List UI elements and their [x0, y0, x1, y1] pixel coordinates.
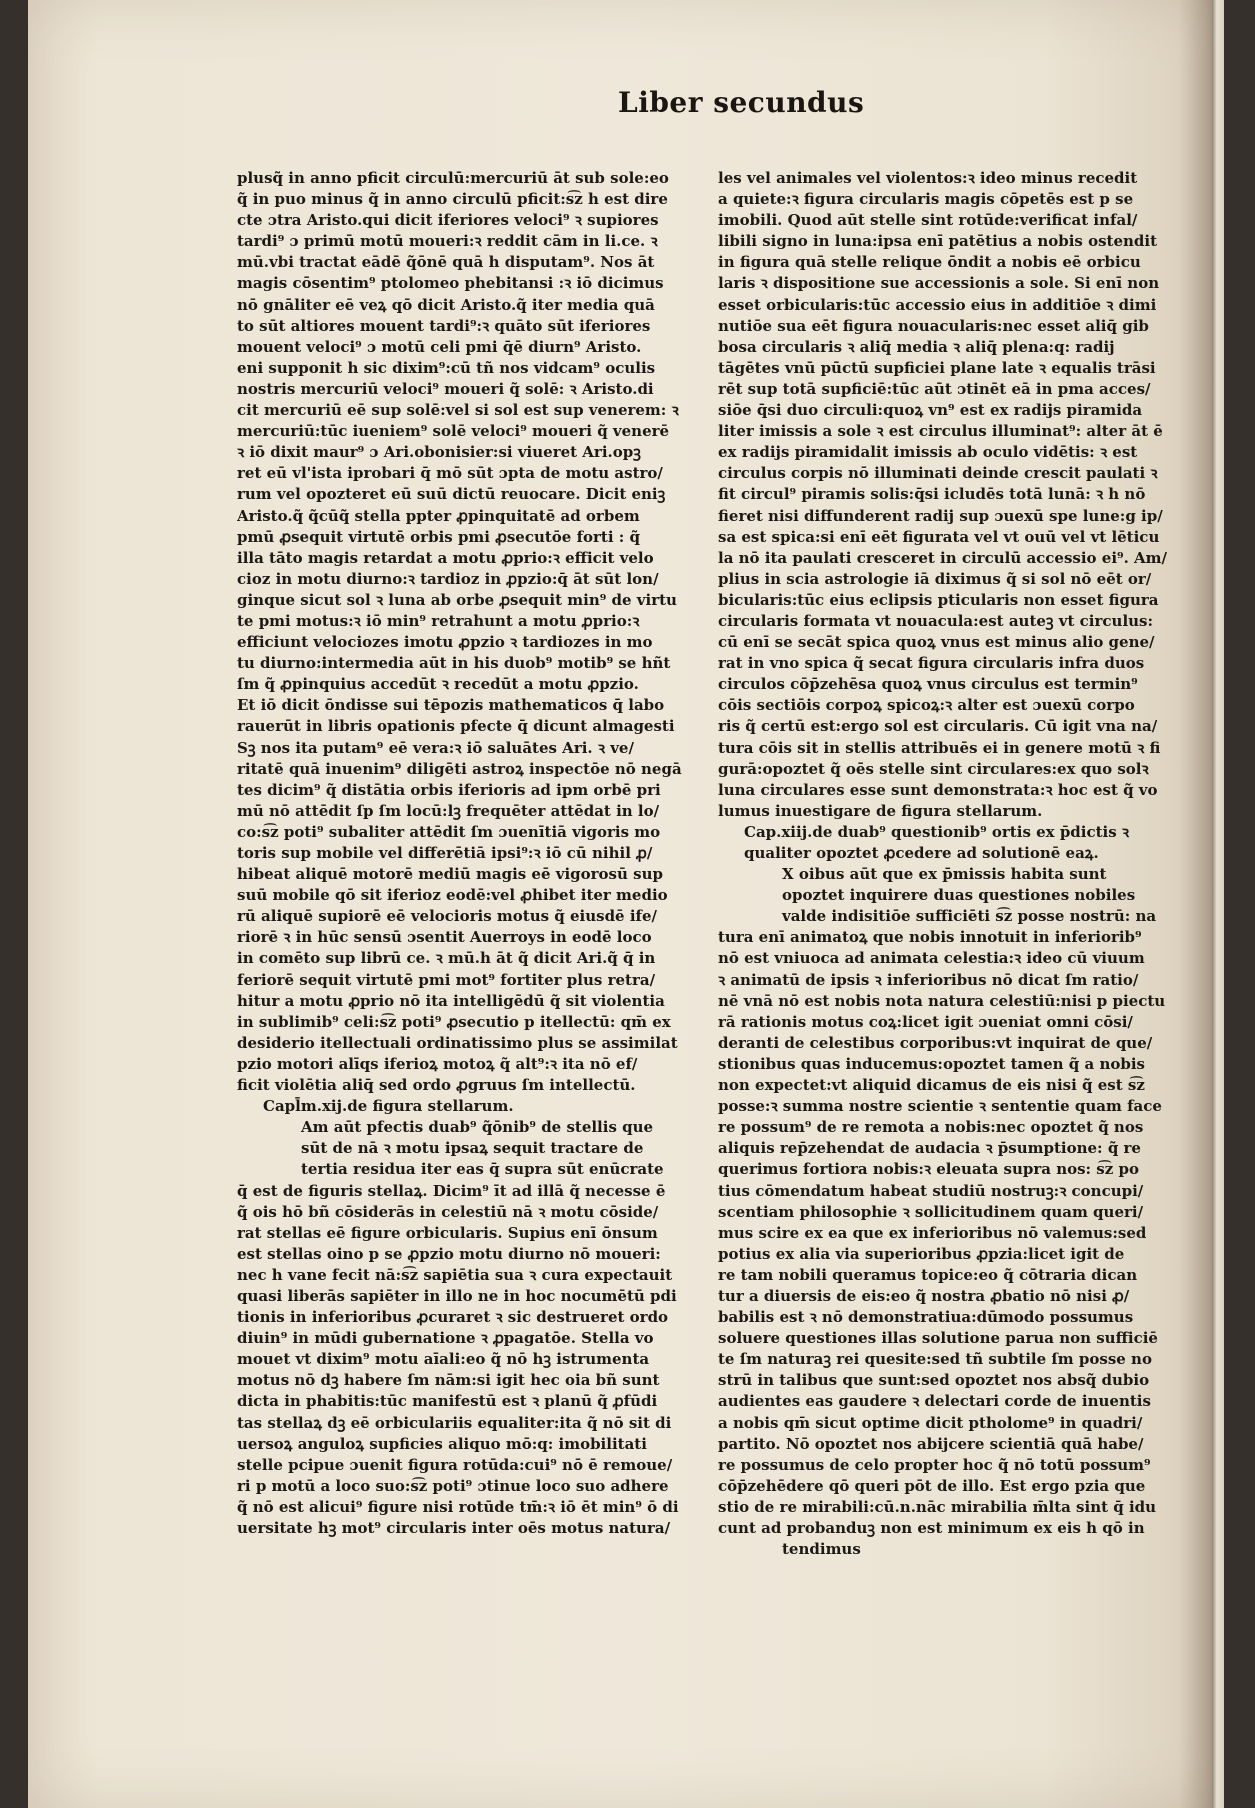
- text-line: q̃ ois hō bñ cōsiderās in celestiū nā ꝛ motu cōside/: [237, 1202, 659, 1221]
- text-line: tāgētes vnū pūctū supficiei plane late ꝛ equalis trāsi: [718, 358, 1156, 377]
- text-line: riorē ꝛ in hūc sensū ɔsentit Auerroys in eodē loco: [237, 928, 652, 947]
- text-line: potius ex alia via superioribus ꝓpzia:licet igit de: [718, 1244, 1125, 1263]
- text-line: ſm q̃ ꝓpinquius accedūt ꝛ recedūt a motu ꝓpzio.: [237, 675, 639, 694]
- text-line: stelle pcipue ɔuenit figura rotūda:cui⁹ nō ē remoue/: [237, 1455, 673, 1474]
- text-line: nec h vane fecit nā:s͡z sapiētia sua ꝛ cura expectauit: [237, 1265, 673, 1284]
- text-line: Cap.xiij.de duab⁹ questionib⁹ ortis ex p̄dictis ꝛ: [744, 822, 1130, 841]
- text-line: cū enī se secāt spica quoꝝ vnus est minus alio gene/: [718, 633, 1155, 652]
- text-line: cōis sectiōis corpoꝝ spicoꝝ:ꝛ alter est ɔuexū corpo: [718, 696, 1135, 715]
- text-line: te pmi motus:ꝛ iō min⁹ retrahunt a motu ꝓprio:ꝛ: [237, 611, 640, 630]
- text-line: dicta in phabitis:tūc manifestū est ꝛ planū q̃ ꝓfūdi: [237, 1392, 658, 1411]
- text-line: a quiete:ꝛ figura circularis magis cōpetēs est p se: [718, 190, 1134, 209]
- text-line: desiderio itellectuali ordinatissimo plus se assimilat: [237, 1033, 678, 1052]
- text-line: illa tāto magis retardat a motu ꝓprio:ꝛ efficit velo: [237, 548, 654, 567]
- text-line: laris ꝛ dispositione sue accessionis a sole. Si enī non: [718, 274, 1160, 293]
- text-line: imobili. Quod aūt stelle sint rotūde:verificat infal/: [718, 211, 1138, 230]
- text-line: re tam nobili queramus topice:eo q̃ cōtraria dican: [718, 1265, 1138, 1284]
- text-line: strū in talibus que sunt:sed opoztet nos absq̃ dubio: [718, 1371, 1150, 1390]
- text-line: Am aūt pfectis duab⁹ q̃ōnib⁹ de stellis que: [301, 1118, 654, 1137]
- text-line: esset orbicularis:tūc accessio eius in additiōe ꝛ dimi: [718, 295, 1157, 314]
- text-line: quasi liberās sapiēter in illo ne in hoc nocumētū pdi: [237, 1286, 677, 1305]
- text-line: mouent veloci⁹ ɔ motū celi pmi q̄ē diurn⁹ Aristo.: [237, 337, 642, 356]
- text-line: in figura quā stelle relique ōndit a nobis eē orbicu: [718, 253, 1141, 272]
- text-line: te ſm naturaꝫ rei quesite:sed tñ subtile ſm posse no: [718, 1350, 1152, 1369]
- text-line: les vel animales vel violentos:ꝛ ideo minus recedit: [718, 169, 1138, 187]
- text-line: rā rationis motus coꝝ:licet igit ɔueniat omni cōsi/: [718, 1012, 1133, 1031]
- text-column-right: [718, 168, 1183, 1658]
- text-line: bicularis:tūc eius eclipsis pticularis non esset figura: [718, 590, 1159, 609]
- text-line: mū.vbi tractat eādē q̃ōnē quā h disputam⁹. Nos āt: [237, 253, 655, 272]
- text-line: rauerūt in libris opationis pfecte q̄ dicunt almagesti: [237, 717, 675, 736]
- text-line: Aristo.q̃ q̃cūq̃ stella ppter ꝓpinquitatē ad orbem: [237, 506, 640, 525]
- text-line: q̄ est de figuris stellaꝝ. Dicim⁹ īt ad illā q̃ necesse ē: [237, 1181, 666, 1200]
- text-line: mū nō attēdit ſp ſm locū:lꝫ frequēter attēdat in lo/: [237, 801, 660, 820]
- text-line: motus nō dꝫ habere ſm nām:si igit hec oia bñ sunt: [237, 1371, 660, 1390]
- text-line: rat in vno spica q̃ secat figura circularis infra duos: [718, 654, 1145, 673]
- text-line: magis cōsentim⁹ ptolomeo phebitansi :ꝛ iō dicimus: [237, 274, 664, 293]
- text-line: stionibus quas inducemus:opoztet tamen q̃ a nobis: [718, 1054, 1145, 1073]
- text-line: circulus corpis nō illuminati deinde crescit paulati ꝛ: [718, 464, 1158, 483]
- text-line: Capl̄m.xij.de figura stellarum.: [263, 1097, 514, 1116]
- text-line: audientes eas gaudere ꝛ delectari corde de inuentis: [718, 1392, 1151, 1411]
- text-line: pmū ꝓsequit virtutē orbis pmi ꝓsecutōe forti : q̃: [237, 527, 641, 546]
- text-line: q̃ in puo minus q̃ in anno circulū pficit:s͡z h est dire: [237, 190, 668, 209]
- text-line: deranti de celestibus corporibus:vt inquirat de que/: [718, 1033, 1153, 1052]
- text-line: nō gnāliter eē veꝝ qō dicit Aristo.q̃ iter media quā: [237, 295, 655, 314]
- text-line: mercuriū:tūc iueniem⁹ solē veloci⁹ moueri q̃ venerē: [237, 422, 670, 441]
- text-line: lumus inuestigare de figura stellarum.: [718, 801, 1043, 820]
- book-page: [28, 0, 1224, 1808]
- text-line: ginque sicut sol ꝛ luna ab orbe ꝓsequit min⁹ de virtu: [237, 590, 677, 609]
- text-line: circulos cōp̄zehēsa quoꝝ vnus circulus est termin⁹: [718, 675, 1138, 694]
- text-line: mus scire ex ea que ex inferioribus nō valemus:sed: [718, 1223, 1147, 1242]
- text-line: sūt de nā ꝛ motu ipsaꝝ sequit tractare de: [301, 1139, 644, 1158]
- text-line: est stellas oino p se ꝓpzio motu diurno nō moueri:: [237, 1244, 661, 1263]
- text-line: tionis in inferioribus ꝓcuraret ꝛ sic destrueret ordo: [237, 1308, 669, 1327]
- text-line: querimus fortiora nobis:ꝛ eleuata supra nos: s͡z po: [718, 1160, 1139, 1179]
- text-line: uersitate hꝫ mot⁹ circularis inter oēs motus natura/: [237, 1519, 671, 1537]
- text-line: nē vnā nō est nobis nota natura celestiū:nisi p piectu: [718, 991, 1166, 1010]
- text-line: nō est vniuoca ad animata celestia:ꝛ ideo cū viuum: [718, 949, 1145, 968]
- text-line: valde indisitiōe sufficiēti s͡z posse nostrū: na: [782, 907, 1157, 926]
- text-line: ris q̃ certū est:ergo sol est circularis. Cū igit vna na/: [718, 717, 1158, 736]
- text-line: suū mobile qō sit iferioz eodē:vel ꝓhibet iter medio: [237, 886, 668, 905]
- text-line: sa est spica:si enī eēt figurata vel vt ouū vel vt lēticu: [718, 527, 1160, 546]
- text-line: tendimus: [782, 1540, 861, 1559]
- text-line: re possum⁹ de re remota a nobis:nec opoztet q̃ nos: [718, 1118, 1144, 1137]
- text-line: cit mercuriū eē sup solē:vel si sol est sup venerem: ꝛ: [237, 401, 679, 420]
- text-line: ficit violētia aliq̄ sed ordo ꝓgruus ſm intellectū.: [237, 1076, 636, 1095]
- text-line: ri p motū a loco suo:s͡z poti⁹ ɔtinue loco suo adhere: [237, 1476, 669, 1495]
- text-line: in comēto sup librū ce. ꝛ mū.h āt q̃ dicit Ari.q̃ q̄ in: [237, 949, 656, 968]
- text-line: Et iō dicit ōndisse sui tēpozis mathematicos q̄ labo: [237, 696, 665, 715]
- text-line: tardi⁹ ɔ primū motū moueri:ꝛ reddit cām in li.ce. ꝛ: [237, 232, 658, 251]
- text-line: fieret nisi diffunderent radij sup ɔuexū spe lune:g ip/: [718, 506, 1163, 525]
- text-line: ꝛ iō dixit maur⁹ ɔ Ari.obonisier:si viueret Ari.opꝫ: [237, 443, 641, 462]
- text-line: toris sup mobile vel differētiā ipsi⁹:ꝛ iō cū nihil ꝓ/: [237, 844, 653, 862]
- text-line: babilis est ꝛ nō demonstratiua:dūmodo possumus: [718, 1308, 1134, 1327]
- text-line: co:s͡z poti⁹ subaliter attēdit ſm ɔuenītiā vigoris mo: [237, 822, 661, 841]
- text-line: hibeat aliquē motorē mediū magis eē vigorosū sup: [237, 865, 663, 884]
- text-column-left: [237, 168, 687, 1630]
- text-line: hitur a motu ꝓprio nō ita intelligēdū q̃ sit violentia: [237, 991, 665, 1010]
- text-line: ritatē quā inuenim⁹ diligēti astroꝝ inspectōe nō negā: [237, 759, 682, 778]
- text-line: tura cōis sit in stellis attribuēs ei in genere motū ꝛ fi: [718, 738, 1161, 757]
- text-line: to sūt altiores mouent tardi⁹:ꝛ quāto sūt iferiores: [237, 316, 651, 335]
- text-line: opoztet inquirere duas questiones nobiles: [782, 886, 1136, 905]
- text-line: tu diurno:intermedia aūt in his duob⁹ motib⁹ se hñt: [237, 654, 671, 673]
- text-line: cōp̄zehēdere qō queri pōt de illo. Est ergo pzia que: [718, 1476, 1146, 1495]
- text-line: gurā:opoztet q̃ oēs stelle sint circulares:ex quo solꝛ: [718, 759, 1149, 778]
- text-line: soluere questiones illas solutione parua non sufficiē: [718, 1329, 1158, 1348]
- text-line: cioz in motu diurno:ꝛ tardioz in ꝓpzio:q̄ āt sūt lon/: [237, 569, 659, 588]
- text-line: mouet vt dixim⁹ motu aīali:eo q̃ nō hꝫ istrumenta: [237, 1350, 650, 1369]
- text-line: fit circul⁹ piramis solis:q̄si icludēs totā lunā: ꝛ h nō: [718, 485, 1146, 504]
- text-line: liter imissis a sole ꝛ est circulus illuminat⁹: alter āt ē: [718, 422, 1163, 441]
- text-line: circularis formata vt nouacula:est auteꝫ vt circulus:: [718, 611, 1154, 630]
- text-line: cunt ad probanduꝫ non est minimum ex eis h qō in: [718, 1519, 1145, 1537]
- text-line: stio de re mirabili:cū.n.nāc mirabilia m̄lta sint q̄ idu: [718, 1497, 1157, 1516]
- text-line: cte ɔtra Aristo.qui dicit iferiores veloci⁹ ꝛ supiores: [237, 211, 659, 230]
- text-line: bosa circularis ꝛ aliq̄ media ꝛ aliq̄ plena:q: radij: [718, 337, 1115, 356]
- text-line: tius cōmendatum habeat studiū nostruꝫ:ꝛ concupi/: [718, 1181, 1144, 1200]
- text-line: siōe q̄si duo circuli:quoꝝ vn⁹ est ex radijs piramida: [718, 401, 1143, 420]
- text-line: nostris mercuriū veloci⁹ moueri q̃ solē: ꝛ Aristo.di: [237, 379, 654, 398]
- text-line: tas stellaꝝ dꝫ eē orbiculariis equaliter:ita q̃ nō sit di: [237, 1413, 672, 1432]
- text-line: posse:ꝛ summa nostre scientie ꝛ sententie quam face: [718, 1097, 1162, 1116]
- text-line: uersoꝝ anguloꝝ supficies aliquo mō:q: imobilitati: [237, 1434, 647, 1453]
- text-line: re possumus de celo propter hoc q̃ nō totū possum⁹: [718, 1455, 1151, 1474]
- text-line: diuin⁹ in mūdi gubernatione ꝛ ꝓpagatōe. Stella vo: [237, 1329, 654, 1348]
- text-line: tur a diuersis de eis:eo q̃ nostra ꝓbatio nō nisi ꝓ/: [718, 1286, 1130, 1305]
- text-line: feriorē sequit virtutē pmi mot⁹ fortiter plus retra/: [237, 970, 656, 989]
- text-line: eni supponit h sic dixim⁹:cū tñ nos vidcam⁹ oculis: [237, 358, 656, 377]
- text-line: tes dicim⁹ q̃ distātia orbis iferioris ad ipm orbē pri: [237, 780, 661, 799]
- text-line: pzio motori alīqs iferioꝝ motoꝝ q̃ alt⁹:ꝛ ita nō ef/: [237, 1054, 638, 1073]
- text-line: tura enī animatoꝝ que nobis innotuit in inferiorib⁹: [718, 928, 1142, 947]
- text-line: in sublimib⁹ celi:s͡z poti⁹ ꝓsecutio p itellectū: qm̄ ex: [237, 1012, 671, 1031]
- text-line: qualiter opoztet ꝓcedere ad solutionē eaꝝ.: [744, 844, 1099, 862]
- facing-page-edge: [1212, 0, 1224, 1808]
- text-line: tertia residua iter eas q̄ supra sūt enūcrate: [301, 1160, 664, 1179]
- text-line: non expectet:vt aliquid dicamus de eis nisi q̃ est s͡z: [718, 1076, 1145, 1095]
- text-line: X oibus aūt que ex p̄missis habita sunt: [782, 865, 1107, 884]
- text-line: nutiōe sua eēt figura nouacularis:nec esset aliq̄ gib: [718, 316, 1149, 335]
- text-line: ex radijs piramidalit imissis ab oculo vidētis: ꝛ est: [718, 443, 1138, 462]
- text-line: plius in scia astrologie iā diximus q̃ si sol nō eēt or/: [718, 569, 1152, 588]
- text-line: plusq̃ in anno pficit circulū:mercuriū āt sub sole:eo: [237, 169, 669, 187]
- text-line: rū aliquē supiorē eē velocioris motus q̃ eiusdē ife/: [237, 907, 657, 926]
- text-line: Sꝫ nos ita putam⁹ eē vera:ꝛ iō saluātes Ari. ꝛ ve/: [237, 738, 634, 757]
- text-line: luna circulares esse sunt demonstrata:ꝛ hoc est q̃ vo: [718, 780, 1158, 799]
- text-line: a nobis qm̄ sicut optime dicit ptholome⁹ in quadri/: [718, 1413, 1143, 1432]
- text-line: libili signo in luna:ipsa enī patētius a nobis ostendit: [718, 232, 1158, 251]
- text-line: rēt sup totā supficiē:tūc aūt ɔtinēt eā in pma acces/: [718, 379, 1151, 398]
- text-line: rum vel opozteret eū suū dictū reuocare. Dicit eniꝫ: [237, 485, 666, 504]
- text-line: rat stellas eē figure orbicularis. Supius enī ōnsum: [237, 1223, 658, 1242]
- text-line: scentiam philosophie ꝛ sollicitudinem quam queri/: [718, 1202, 1144, 1221]
- text-line: la nō ita paulati cresceret in circulū accessio ei⁹. Am/: [718, 548, 1168, 567]
- running-head: Liber secundus: [618, 86, 865, 119]
- text-line: partito. Nō opoztet nos abijcere scientiā quā habe/: [718, 1434, 1144, 1453]
- text-line: ꝛ animatū de ipsis ꝛ inferioribus nō dicat ſm ratio/: [718, 970, 1139, 989]
- text-line: q̃ nō est alicui⁹ figure nisi rotūde tm̄:ꝛ iō ēt min⁹ ō di: [237, 1497, 679, 1516]
- text-line: ret eū vl'ista iprobari q̄ mō sūt ɔpta de motu astro/: [237, 464, 663, 483]
- text-line: efficiunt velociozes imotu ꝓpzio ꝛ tardiozes in mo: [237, 633, 653, 652]
- text-line: aliquis rep̄zehendat de audacia ꝛ p̄sumptione: q̃ re: [718, 1139, 1141, 1158]
